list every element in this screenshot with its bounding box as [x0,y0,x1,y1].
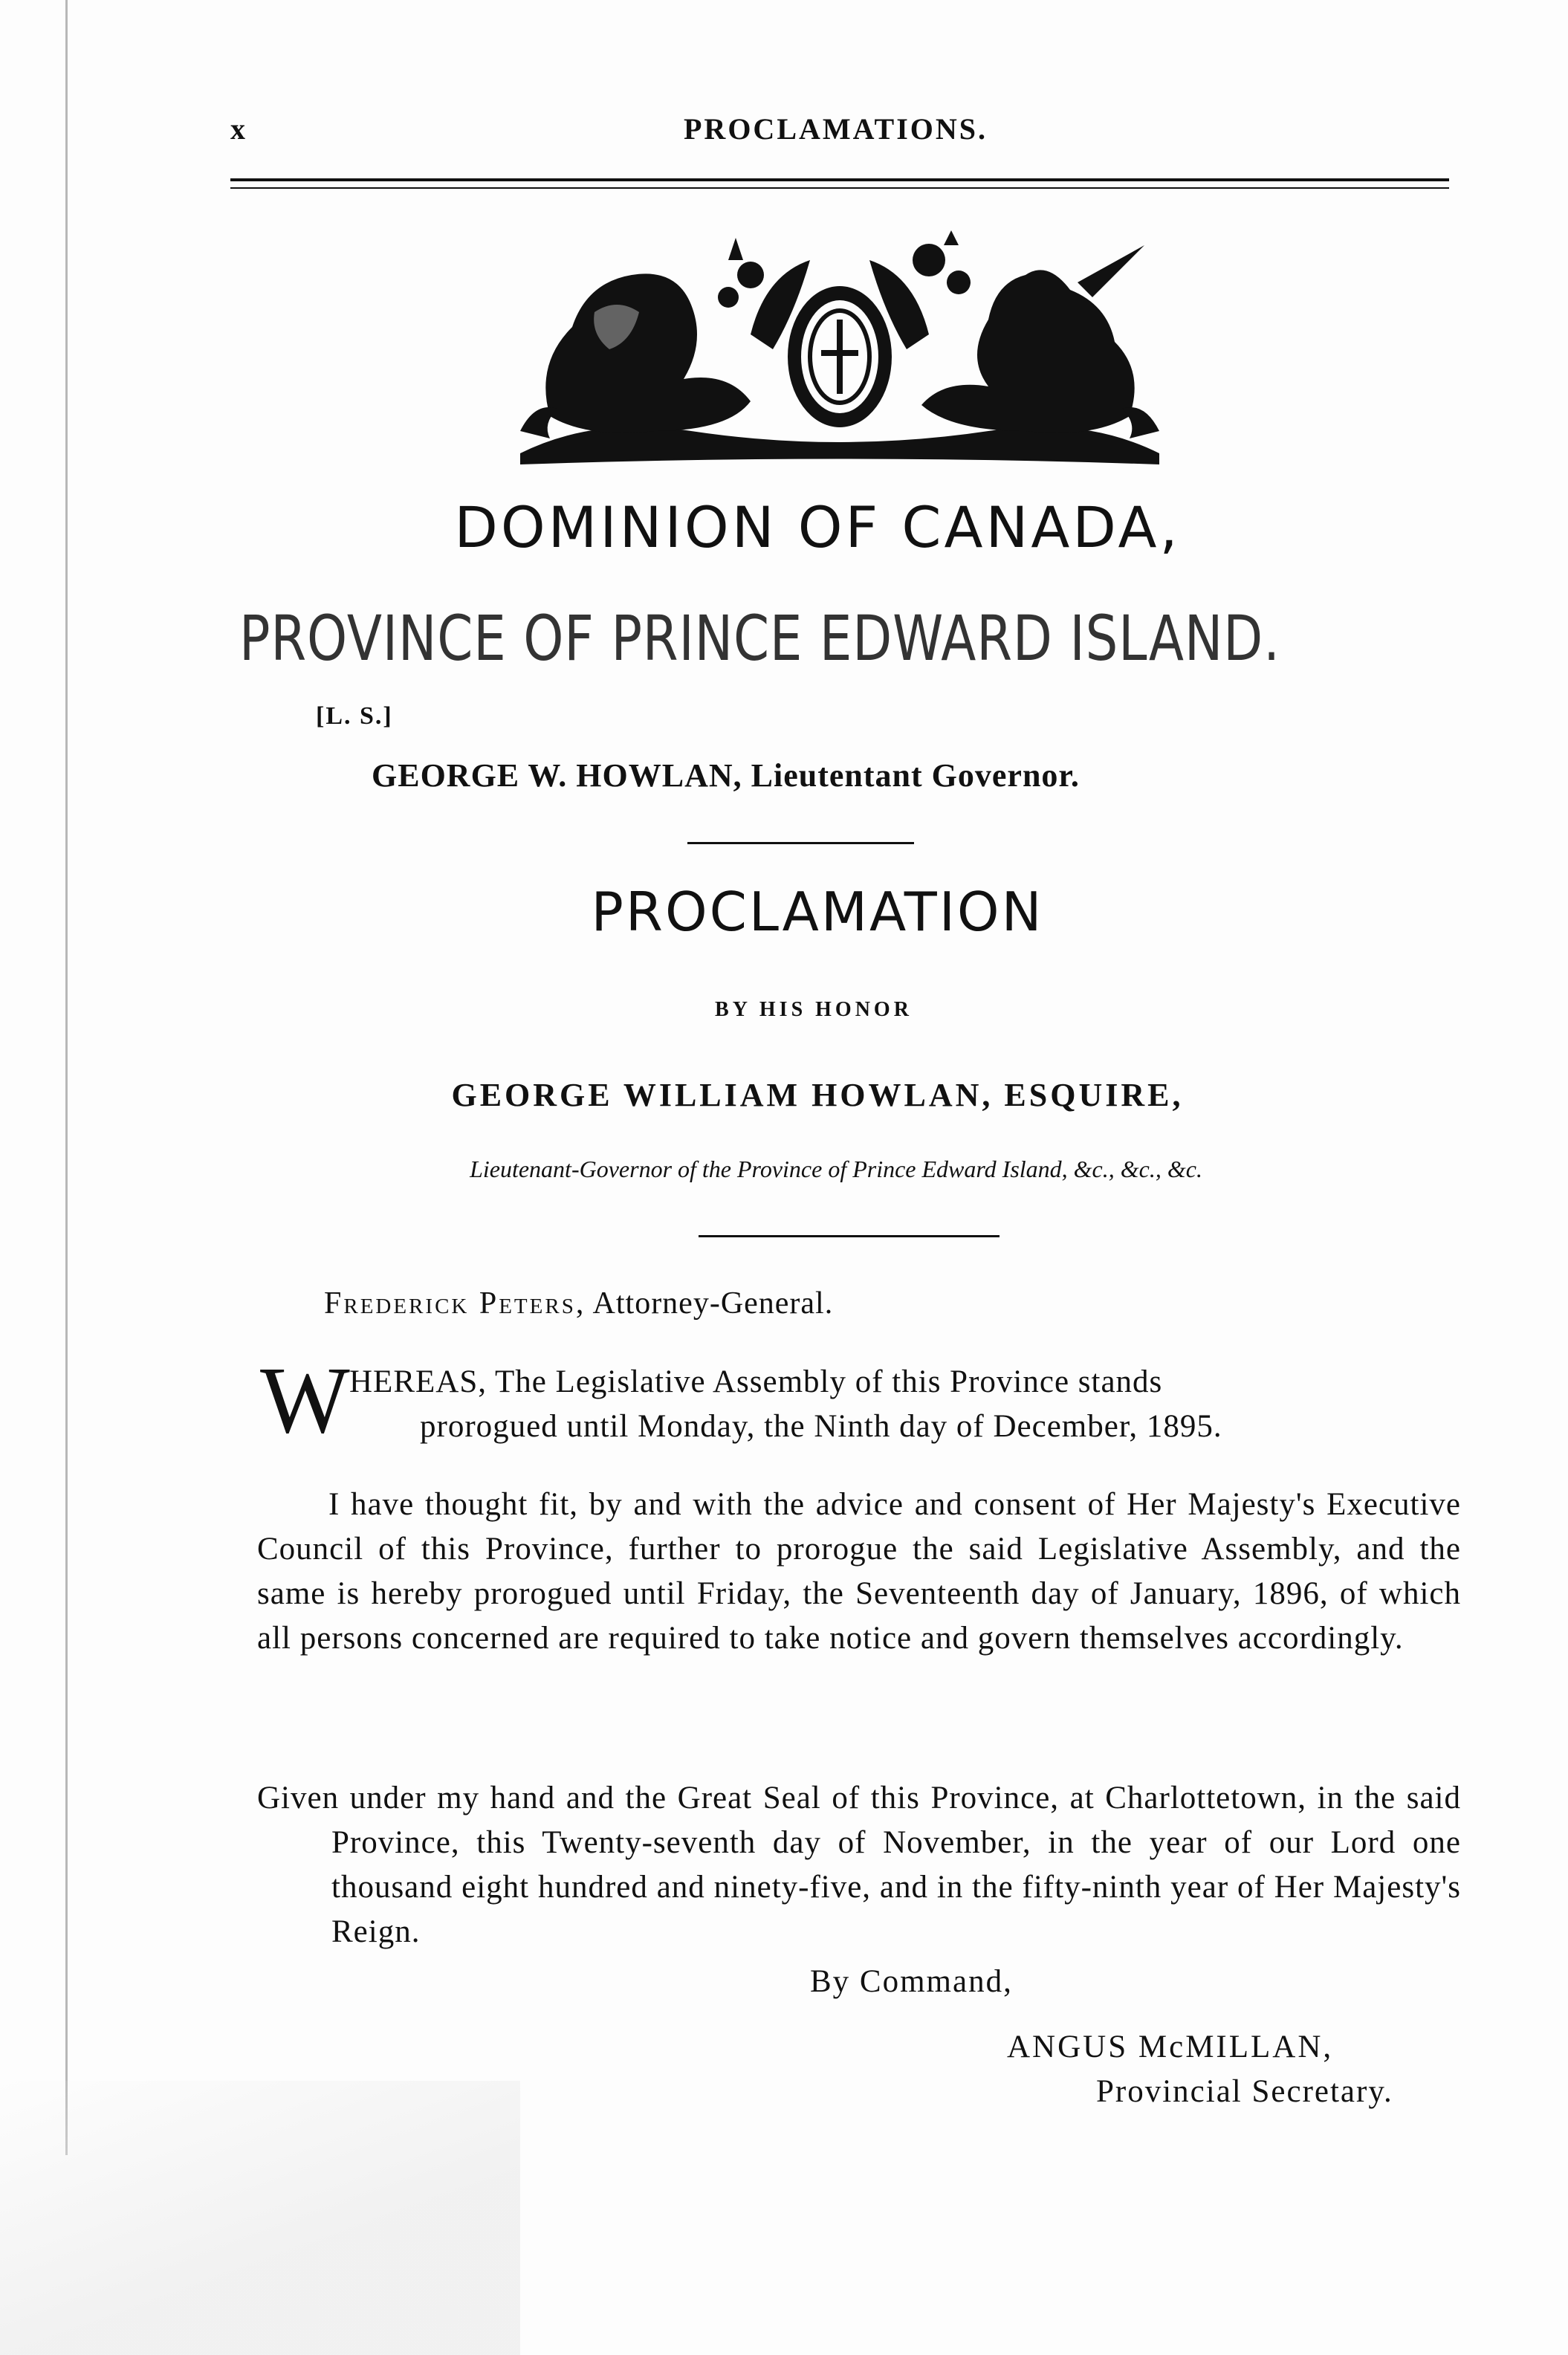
dominion-heading: DOMINION OF CANADA, [454,494,1181,560]
whereas-line-2: prorogued until Monday, the Ninth day of December, 1895. [420,1409,1222,1444]
page-header [230,111,1449,156]
page-number: x [230,112,247,146]
scan-shadow [0,2081,520,2355]
signer-title: Provincial Secretary. [1096,2074,1393,2109]
whereas-line-1: HEREAS, The Legislative Assembly of this Province stands [349,1364,1163,1399]
drop-cap: W [260,1347,350,1453]
by-command: By Command, [810,1964,1013,1999]
proclamation-title: PROCLAMATION [591,881,1044,943]
province-heading: PROVINCE OF PRINCE EDWARD ISLAND. [239,602,1280,675]
body-paragraph-given: Given under my hand and the Great Seal of this Province, at Charlottetown, in the said Province, this Twenty-seventh day of November, in the year of our Lord one thousand eight hundred and ninety-five, and in the fifty-ninth year of Her Majesty's Reign. [257,1781,1461,1949]
header-rule [230,178,1449,181]
body-paragraph-prorogue: I have thought fit, by and with the advice and consent of Her Majesty's Executive Council of this Province, further to prorogue the said Legislative Assembly, and the same is hereby prorogued until Friday, the Seventeenth day of January, 1896, of which all persons concerned are required to take notice and govern themselves accordingly. [257,1487,1461,1656]
header-rule-thin [230,187,1449,189]
section-divider [687,842,914,844]
running-head: PROCLAMATIONS. [684,112,988,146]
governor-full-name: GEORGE WILLIAM HOWLAN, ESQUIRE, [451,1077,1184,1113]
seal-mark: [L. S.] [316,702,393,730]
by-his-honor: BY HIS HONOR [715,998,913,1021]
governor-line: GEORGE W. HOWLAN, Lieutentant Governor. [372,757,1080,794]
attorney-name: Frederick Peters, [324,1286,586,1321]
coat-of-arms-image [505,230,1174,468]
attorney-title: Attorney-General. [592,1286,834,1321]
section-divider [699,1235,1000,1237]
signer-name: ANGUS McMILLAN, [1007,2030,1334,2064]
governor-office: Lieutenant-Governor of the Province of Prince Edward Island, &c., &c., &c. [470,1156,1202,1182]
attorney-general-line [324,1286,833,1321]
